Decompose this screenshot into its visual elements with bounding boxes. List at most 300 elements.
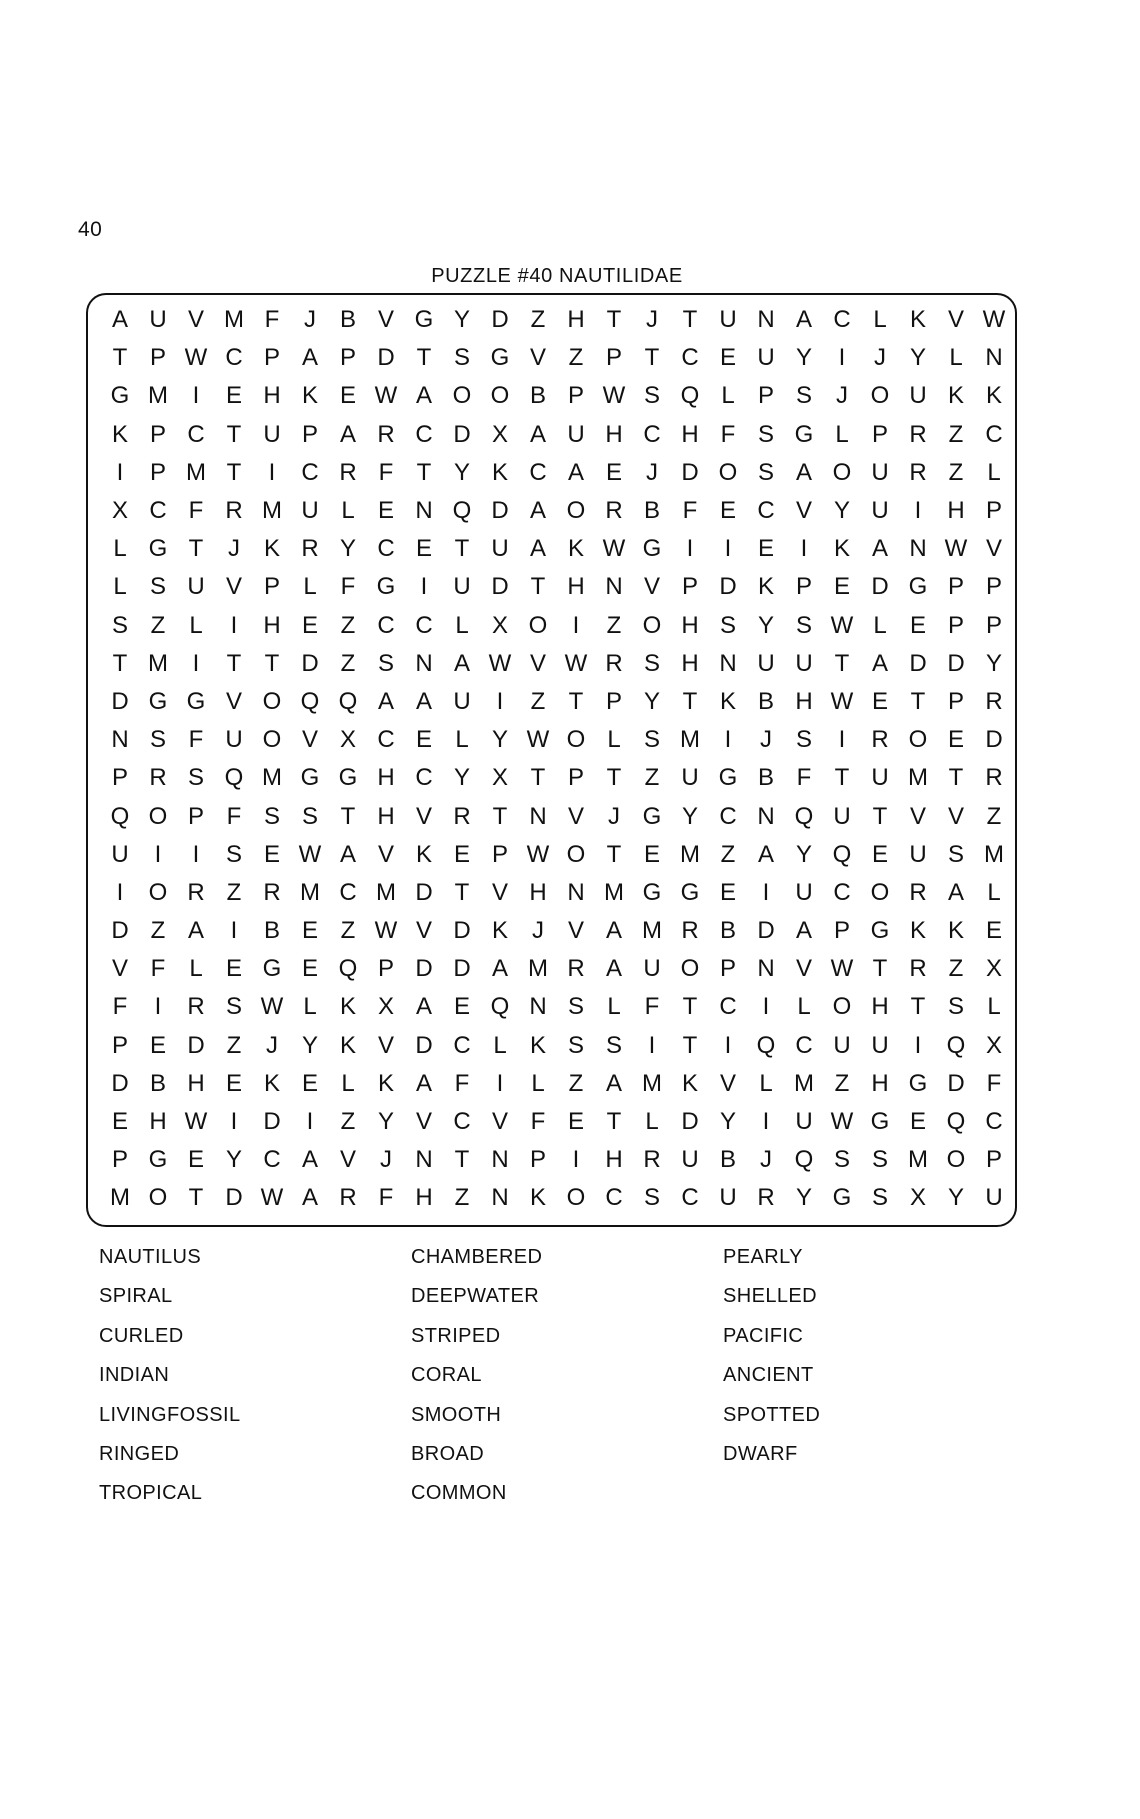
grid-letter: T xyxy=(682,1031,698,1059)
grid-letter: K xyxy=(529,1184,546,1212)
grid-letter: W xyxy=(526,726,550,754)
grid-letter: V xyxy=(491,1108,508,1136)
grid-letter: I xyxy=(230,611,238,639)
grid-letter: P xyxy=(871,420,888,448)
grid-letter: L xyxy=(189,955,203,983)
grid-letter: C xyxy=(681,344,699,372)
grid-letter: O xyxy=(452,382,472,410)
grid-letter: K xyxy=(909,917,926,945)
word-list-column xyxy=(723,1238,820,1474)
word-list-item: SMOOTH xyxy=(411,1403,502,1426)
grid-letter: H xyxy=(567,573,585,601)
grid-letter: D xyxy=(415,955,433,983)
grid-letter: S xyxy=(643,1184,660,1212)
grid-letter: I xyxy=(230,1108,238,1136)
grid-letter: M xyxy=(148,382,168,410)
grid-letter: Z xyxy=(720,840,736,868)
grid-letter: L xyxy=(607,726,621,754)
grid-letter: W xyxy=(260,993,284,1021)
grid-letter: R xyxy=(187,878,205,906)
grid-letter: O xyxy=(148,1184,168,1212)
grid-letter: U xyxy=(681,764,699,792)
grid-letter: K xyxy=(719,687,736,715)
grid-letter: P xyxy=(377,955,394,983)
grid-letter: X xyxy=(491,611,508,639)
grid-letter: C xyxy=(529,458,547,486)
grid-letter: H xyxy=(415,1184,433,1212)
grid-letter: I xyxy=(154,993,162,1021)
grid-letter: P xyxy=(529,1146,546,1174)
grid-letter: R xyxy=(187,993,205,1021)
grid-letter: J xyxy=(228,535,240,563)
grid-letter: V xyxy=(225,687,242,715)
grid-letter: T xyxy=(872,955,888,983)
grid-letter: T xyxy=(606,764,622,792)
grid-letter: R xyxy=(643,1146,661,1174)
grid-letter: V xyxy=(985,535,1002,563)
word-list-column xyxy=(99,1238,241,1514)
grid-letter: Z xyxy=(530,306,546,334)
grid-letter: T xyxy=(226,458,242,486)
grid-letter: V xyxy=(719,1069,736,1097)
grid-letter: N xyxy=(415,649,433,677)
grid-letter: S xyxy=(947,993,964,1021)
grid-letter: W xyxy=(526,840,550,868)
grid-letter: T xyxy=(454,1146,470,1174)
grid-letter: N xyxy=(757,955,775,983)
grid-letter: P xyxy=(757,382,774,410)
grid-letter: G xyxy=(642,802,662,830)
grid-letter: A xyxy=(795,458,812,486)
grid-letter: T xyxy=(340,802,356,830)
grid-letter: O xyxy=(148,878,168,906)
grid-letter: M xyxy=(984,840,1004,868)
grid-letter: E xyxy=(187,1146,204,1174)
grid-letter: E xyxy=(871,687,888,715)
grid-letter: D xyxy=(225,1184,243,1212)
grid-letter: L xyxy=(721,382,735,410)
grid-letter: Q xyxy=(110,802,130,830)
grid-letter: I xyxy=(838,344,846,372)
grid-letter: W xyxy=(944,535,968,563)
grid-letter: C xyxy=(985,1108,1003,1136)
grid-letter: P xyxy=(947,611,964,639)
grid-letter: Q xyxy=(680,382,700,410)
grid-letter: S xyxy=(795,611,812,639)
grid-letter: Y xyxy=(795,840,812,868)
grid-letter: C xyxy=(681,1184,699,1212)
grid-letter: G xyxy=(262,955,282,983)
grid-letter: U xyxy=(225,726,243,754)
grid-letter: L xyxy=(303,573,317,601)
grid-letter: L xyxy=(987,993,1001,1021)
grid-letter: E xyxy=(415,726,432,754)
grid-letter: G xyxy=(148,535,168,563)
grid-letter: T xyxy=(682,306,698,334)
grid-letter: D xyxy=(491,306,509,334)
grid-letter: O xyxy=(680,955,700,983)
grid-letter: T xyxy=(492,802,508,830)
grid-letter: G xyxy=(148,687,168,715)
grid-letter: Y xyxy=(301,1031,318,1059)
grid-letter: Q xyxy=(300,687,320,715)
grid-letter: O xyxy=(908,726,928,754)
grid-letter: O xyxy=(528,611,548,639)
grid-letter: A xyxy=(415,993,432,1021)
grid-letter: U xyxy=(757,649,775,677)
grid-letter: H xyxy=(681,420,699,448)
word-list-item: RINGED xyxy=(99,1442,180,1465)
grid-letter: Z xyxy=(340,1108,356,1136)
grid-letter: R xyxy=(339,458,357,486)
grid-letter: U xyxy=(871,764,889,792)
grid-letter: R xyxy=(909,420,927,448)
grid-letter: R xyxy=(757,1184,775,1212)
grid-letter: Y xyxy=(491,726,508,754)
grid-letter: R xyxy=(871,726,889,754)
grid-letter: A xyxy=(453,649,470,677)
grid-letter: I xyxy=(192,649,200,677)
grid-letter: C xyxy=(719,802,737,830)
grid-letter: D xyxy=(757,917,775,945)
grid-letter: M xyxy=(262,497,282,525)
grid-letter: H xyxy=(377,764,395,792)
grid-letter: T xyxy=(416,458,432,486)
grid-letter: P xyxy=(605,687,622,715)
grid-letter: W xyxy=(488,649,512,677)
grid-letter: U xyxy=(833,802,851,830)
grid-letter: S xyxy=(453,344,470,372)
grid-letter: F xyxy=(226,802,242,830)
grid-letter: T xyxy=(530,764,546,792)
grid-letter: X xyxy=(111,497,128,525)
grid-letter: J xyxy=(760,1146,772,1174)
grid-letter: C xyxy=(453,1108,471,1136)
grid-letter: O xyxy=(718,458,738,486)
grid-letter: L xyxy=(797,993,811,1021)
grid-letter: G xyxy=(376,573,396,601)
grid-letter: Z xyxy=(644,764,660,792)
grid-letter: U xyxy=(795,878,813,906)
grid-letter: F xyxy=(682,497,698,525)
grid-letter: R xyxy=(909,955,927,983)
grid-letter: Y xyxy=(453,764,470,792)
grid-letter: P xyxy=(719,955,736,983)
grid-letter: H xyxy=(605,1146,623,1174)
grid-letter: J xyxy=(646,306,658,334)
grid-letter: R xyxy=(909,878,927,906)
grid-letter: G xyxy=(186,687,206,715)
grid-letter: T xyxy=(530,573,546,601)
grid-letter: Q xyxy=(224,764,244,792)
grid-letter: R xyxy=(985,764,1003,792)
grid-letter: R xyxy=(263,878,281,906)
grid-letter: Q xyxy=(794,802,814,830)
grid-letter: I xyxy=(762,993,770,1021)
grid-letter: N xyxy=(757,802,775,830)
grid-letter: E xyxy=(225,955,242,983)
grid-letter: X xyxy=(339,726,356,754)
grid-letter: S xyxy=(225,993,242,1021)
grid-letter: P xyxy=(149,344,166,372)
grid-letter: N xyxy=(567,878,585,906)
word-list-item: PEARLY xyxy=(723,1246,803,1268)
grid-letter: E xyxy=(111,1108,128,1136)
grid-letter: X xyxy=(377,993,394,1021)
grid-letter: O xyxy=(832,993,852,1021)
grid-letter: A xyxy=(415,1069,432,1097)
grid-letter: R xyxy=(149,764,167,792)
grid-letter: Z xyxy=(948,420,964,448)
grid-letter: V xyxy=(339,1146,356,1174)
grid-letter: R xyxy=(377,420,395,448)
grid-letter: W xyxy=(982,306,1006,334)
grid-letter: V xyxy=(909,802,926,830)
grid-letter: O xyxy=(566,1184,586,1212)
grid-letter: E xyxy=(719,878,736,906)
grid-letter: D xyxy=(111,687,129,715)
grid-letter: L xyxy=(949,344,963,372)
grid-letter: F xyxy=(112,993,128,1021)
grid-letter: S xyxy=(643,726,660,754)
grid-letter: U xyxy=(985,1184,1003,1212)
grid-letter: T xyxy=(264,649,280,677)
grid-letter: M xyxy=(680,840,700,868)
grid-letter: S xyxy=(149,726,166,754)
grid-letter: D xyxy=(909,649,927,677)
grid-letter: S xyxy=(719,611,736,639)
grid-letter: B xyxy=(263,917,280,945)
grid-letter: N xyxy=(529,802,547,830)
grid-letter: X xyxy=(985,1031,1002,1059)
grid-letter: K xyxy=(111,420,128,448)
grid-letter: S xyxy=(301,802,318,830)
grid-letter: A xyxy=(795,917,812,945)
grid-letter: I xyxy=(838,726,846,754)
grid-letter: C xyxy=(301,458,319,486)
grid-letter: O xyxy=(946,1146,966,1174)
grid-letter: T xyxy=(948,764,964,792)
grid-letter: G xyxy=(414,306,434,334)
grid-letter: A xyxy=(605,955,622,983)
grid-letter: T xyxy=(834,764,850,792)
grid-letter: M xyxy=(376,878,396,906)
grid-letter: P xyxy=(339,344,356,372)
grid-letter: E xyxy=(263,840,280,868)
grid-letter: N xyxy=(491,1184,509,1212)
grid-letter: L xyxy=(303,993,317,1021)
grid-letter: T xyxy=(606,1108,622,1136)
grid-letter: P xyxy=(985,497,1002,525)
grid-letter: U xyxy=(795,1108,813,1136)
grid-letter: F xyxy=(188,726,204,754)
grid-letter: E xyxy=(453,993,470,1021)
grid-letter: P xyxy=(567,764,584,792)
grid-letter: I xyxy=(914,497,922,525)
grid-letter: Z xyxy=(834,1069,850,1097)
grid-letter: U xyxy=(681,1146,699,1174)
grid-letter: P xyxy=(301,420,318,448)
grid-letter: D xyxy=(453,420,471,448)
grid-letter: I xyxy=(192,840,200,868)
grid-letter: P xyxy=(111,1031,128,1059)
grid-letter: L xyxy=(113,535,127,563)
grid-letter: I xyxy=(268,458,276,486)
grid-letter: U xyxy=(567,420,585,448)
grid-letter: D xyxy=(111,917,129,945)
grid-letter: K xyxy=(301,382,318,410)
word-list-item: SPIRAL xyxy=(99,1285,173,1308)
grid-letter: D xyxy=(491,497,509,525)
grid-letter: I xyxy=(496,1069,504,1097)
grid-letter: J xyxy=(532,917,544,945)
grid-letter: V xyxy=(225,573,242,601)
grid-letter: J xyxy=(266,1031,278,1059)
grid-letter: Z xyxy=(986,802,1002,830)
grid-letter: S xyxy=(111,611,128,639)
word-list-item: INDIAN xyxy=(99,1364,170,1387)
grid-letter: M xyxy=(262,764,282,792)
grid-letter: A xyxy=(871,649,888,677)
grid-letter: U xyxy=(719,1184,737,1212)
grid-letter: B xyxy=(719,1146,736,1174)
grid-letter: U xyxy=(757,344,775,372)
grid-letter: O xyxy=(490,382,510,410)
grid-letter: K xyxy=(491,917,508,945)
grid-letter: L xyxy=(455,611,469,639)
grid-letter: E xyxy=(301,611,318,639)
grid-letter: K xyxy=(339,1031,356,1059)
grid-letter: E xyxy=(149,1031,166,1059)
grid-letter: S xyxy=(567,993,584,1021)
grid-letter: E xyxy=(947,726,964,754)
grid-letter: F xyxy=(454,1069,470,1097)
word-list xyxy=(0,1238,1140,1558)
grid-letter: S xyxy=(263,802,280,830)
grid-letter: S xyxy=(871,1146,888,1174)
grid-letter: U xyxy=(909,840,927,868)
grid-letter: J xyxy=(646,458,658,486)
grid-letter: Y xyxy=(947,1184,964,1212)
grid-letter: N xyxy=(529,993,547,1021)
grid-letter: E xyxy=(643,840,660,868)
grid-letter: P xyxy=(187,802,204,830)
grid-letter: I xyxy=(154,840,162,868)
grid-letter: Z xyxy=(568,344,584,372)
grid-letter: P xyxy=(947,687,964,715)
grid-letter: H xyxy=(947,497,965,525)
grid-letter: B xyxy=(757,687,774,715)
grid-letter: G xyxy=(490,344,510,372)
grid-letter: O xyxy=(148,802,168,830)
grid-letter: I xyxy=(724,726,732,754)
grid-letter: U xyxy=(149,306,167,334)
grid-letter: E xyxy=(301,917,318,945)
grid-letter: Y xyxy=(453,458,470,486)
grid-letter: O xyxy=(566,497,586,525)
grid-letter: T xyxy=(872,802,888,830)
grid-letter: L xyxy=(873,306,887,334)
grid-letter: T xyxy=(682,993,698,1021)
grid-letter: L xyxy=(113,573,127,601)
grid-letter: L xyxy=(987,878,1001,906)
grid-letter: J xyxy=(304,306,316,334)
grid-letter: P xyxy=(149,458,166,486)
grid-letter: T xyxy=(910,993,926,1021)
grid-letter: E xyxy=(871,840,888,868)
grid-letter: A xyxy=(301,1146,318,1174)
page-number: 40 xyxy=(78,218,103,241)
grid-letter: B xyxy=(339,306,356,334)
grid-letter: S xyxy=(871,1184,888,1212)
grid-letter: Y xyxy=(909,344,926,372)
grid-letter: M xyxy=(794,1069,814,1097)
grid-letter: Y xyxy=(453,306,470,334)
grid-letter: W xyxy=(602,382,626,410)
grid-letter: O xyxy=(870,878,890,906)
grid-letter: A xyxy=(491,955,508,983)
grid-letter: C xyxy=(187,420,205,448)
grid-letter: E xyxy=(301,1069,318,1097)
grid-letter: W xyxy=(830,955,854,983)
grid-letter: S xyxy=(149,573,166,601)
grid-letter: G xyxy=(642,535,662,563)
grid-letter: C xyxy=(415,611,433,639)
grid-letter: T xyxy=(188,1184,204,1212)
grid-letter: Q xyxy=(946,1031,966,1059)
grid-letter: C xyxy=(225,344,243,372)
word-list-item: NAUTILUS xyxy=(99,1246,202,1268)
grid-letter: Z xyxy=(948,955,964,983)
grid-letter: E xyxy=(377,497,394,525)
grid-letter: X xyxy=(909,1184,926,1212)
grid-letter: P xyxy=(567,382,584,410)
grid-letter: D xyxy=(453,955,471,983)
grid-letter: I xyxy=(116,878,124,906)
grid-letter: S xyxy=(757,458,774,486)
grid-letter: B xyxy=(757,764,774,792)
grid-letter: S xyxy=(225,840,242,868)
grid-letter: P xyxy=(149,420,166,448)
grid-letter: D xyxy=(985,726,1003,754)
grid-letter: T xyxy=(112,344,128,372)
grid-letter: W xyxy=(830,611,854,639)
grid-letter: E xyxy=(909,1108,926,1136)
grid-letter: T xyxy=(834,649,850,677)
grid-letter: P xyxy=(111,1146,128,1174)
grid-letter: B xyxy=(719,917,736,945)
grid-letter: D xyxy=(301,649,319,677)
grid-letter: V xyxy=(301,726,318,754)
grid-letter: G xyxy=(870,917,890,945)
grid-letter: I xyxy=(306,1108,314,1136)
grid-letter: L xyxy=(759,1069,773,1097)
grid-letter: K xyxy=(947,382,964,410)
grid-letter: Q xyxy=(794,1146,814,1174)
grid-letter: C xyxy=(605,1184,623,1212)
grid-letter: A xyxy=(339,840,356,868)
grid-letter: L xyxy=(189,611,203,639)
grid-letter: E xyxy=(909,611,926,639)
grid-letter: R xyxy=(339,1184,357,1212)
grid-letter: K xyxy=(909,306,926,334)
grid-letter: C xyxy=(453,1031,471,1059)
grid-letter: K xyxy=(415,840,432,868)
puzzle-title: PUZZLE #40 NAUTILIDAE xyxy=(431,265,683,287)
grid-letter: D xyxy=(681,1108,699,1136)
grid-letter: U xyxy=(833,1031,851,1059)
grid-letter: I xyxy=(800,535,808,563)
